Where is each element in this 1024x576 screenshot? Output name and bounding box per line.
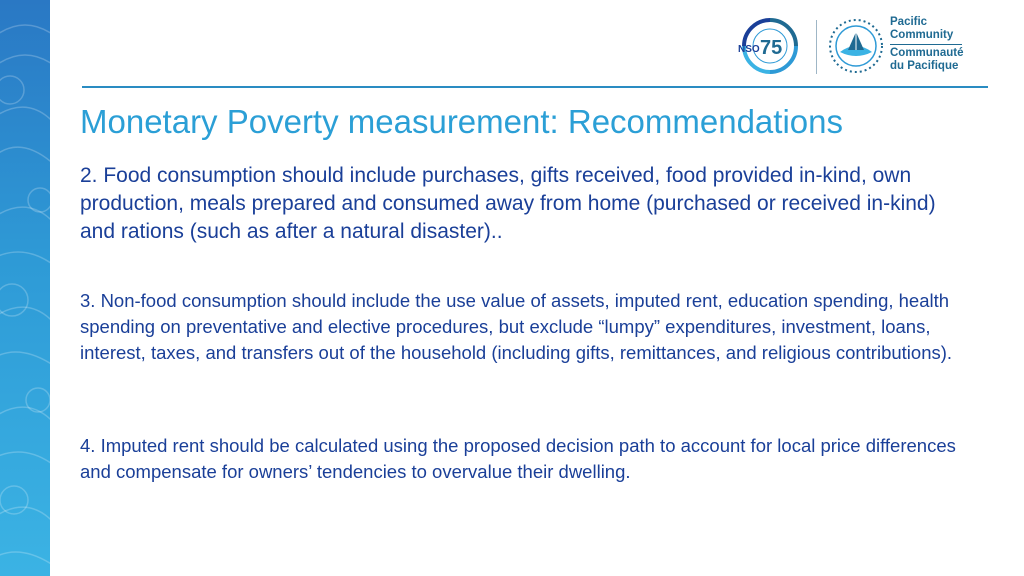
pacific-community-wordmark — [890, 16, 986, 73]
spc-wordmark-rule — [890, 44, 962, 45]
slide-title: Monetary Poverty measurement: Recommendations — [80, 103, 843, 140]
nso-number-text: 75 — [760, 37, 783, 59]
recommendation-non-food-consumption: 3. Non-food consumption should include the use value of assets, imputed rent, education spending, health spending on preventative and elective procedures, but exclude “lumpy” expenditures, investment, loans, interest, taxes, and transfers out of the household (including gifts, remittances, and religious contributions). — [80, 290, 953, 363]
spc-line-2: Community — [890, 29, 954, 41]
decorative-side-band — [0, 0, 50, 576]
pacific-community-logo-icon — [826, 16, 886, 76]
spc-line-4: du Pacifique — [890, 60, 959, 72]
header-rule — [82, 86, 988, 88]
recommendation-food-consumption: 2. Food consumption should include purchases, gifts received, food provided in-kind, own production, meals prepared and consumed away from home (purchased or received in-kind) and rations (such as after a natural disaster).. — [80, 164, 936, 243]
spc-line-3: Communauté — [890, 47, 964, 59]
nso-mark-text: NSO — [738, 44, 760, 55]
recommendation-imputed-rent: 4. Imputed rent should be calculated using the proposed decision path to account for local price differences and compensate for owners’ tendencies to overvalue their dwelling. — [80, 435, 956, 482]
wave-pattern-icon — [0, 0, 50, 576]
nso-75-logo-icon — [736, 14, 804, 78]
spc-line-1: Pacific — [890, 16, 928, 28]
header-logos — [736, 14, 986, 78]
logo-divider — [816, 20, 817, 74]
